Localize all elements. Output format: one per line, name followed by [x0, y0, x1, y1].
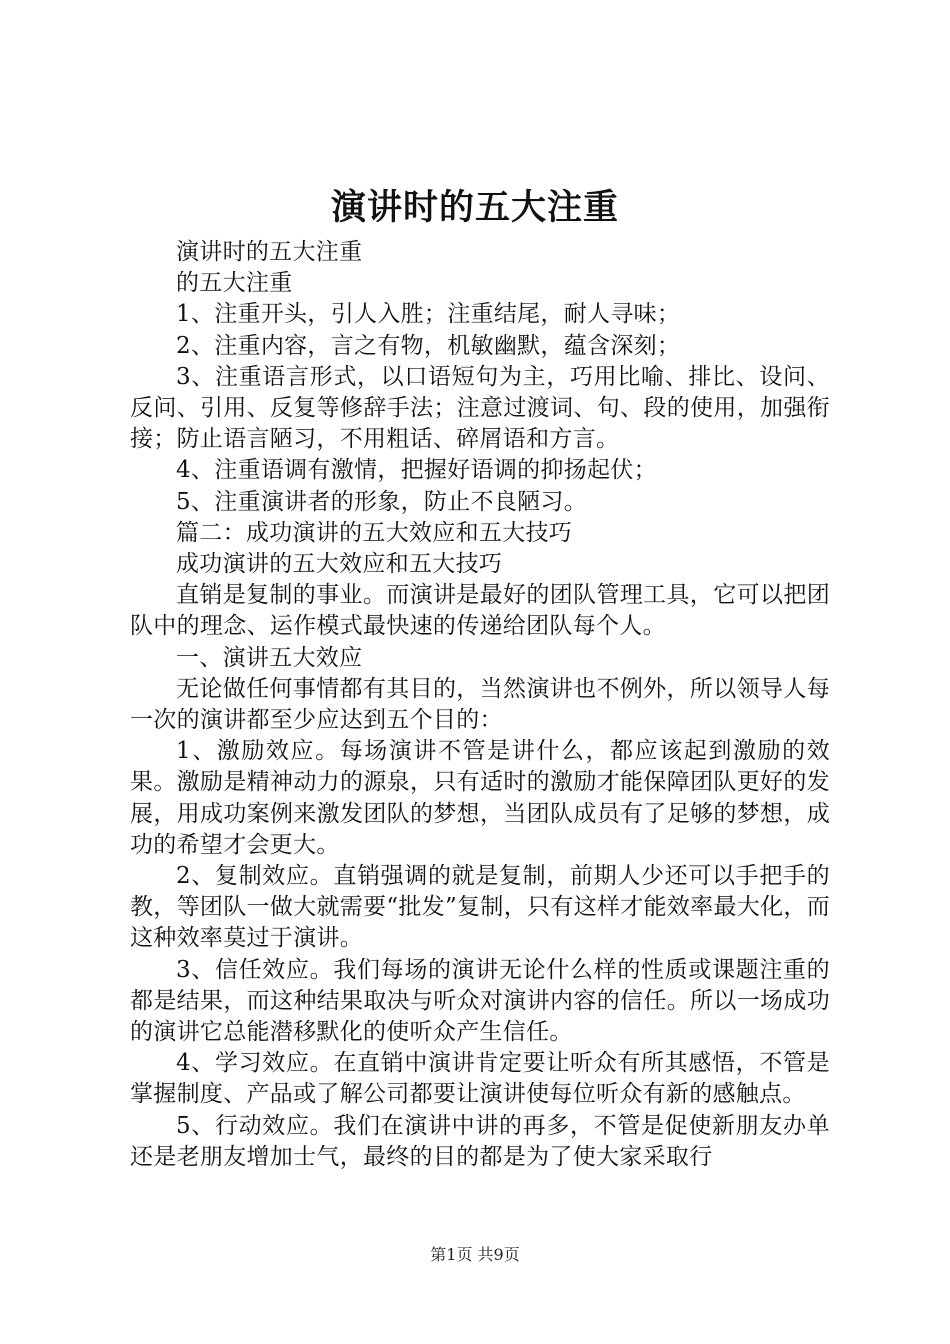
paragraph: 5、行动效应。我们在演讲中讲的再多，不管是促使新朋友办单还是老朋友增加士气，最终的目的都是为了使大家采取行 [130, 1112, 830, 1170]
paragraph: 的五大注重 [176, 270, 293, 297]
paragraph: 1、激励效应。每场演讲不管是讲什么，都应该起到激励的效果。激励是精神动力的源泉，只有适时的激励才能保障团队更好的发展，用成功案例来激发团队的梦想，当团队成员有了足够的梦想，成功的希望才会更大。 [130, 738, 830, 858]
paragraph: 2、复制效应。直销强调的就是复制，前期人少还可以手把手的教，等团队一做大就需要“批发”复制，只有这样才能效率最大化，而这种效率莫过于演讲。 [130, 863, 830, 952]
paragraph: 3、信任效应。我们每场的演讲无论什么样的性质或课题注重的都是结果，而这种结果取决与听众对演讲内容的信任。所以一场成功的演讲它总能潜移默化的使听众产生信任。 [130, 956, 830, 1046]
paragraph: 2、注重内容，言之有物，机敏幽默，蕴含深刻； [176, 332, 681, 359]
paragraph: 5、注重演讲者的形象，防止不良陋习。 [176, 488, 588, 515]
paragraph: 3、注重语言形式，以口语短句为主，巧用比喻、排比、设问、反问、引用、反复等修辞手法；注意过渡词、句、段的使用，加强衔接；防止语言陋习，不用粗话、碎屑语和方言。 [130, 363, 830, 453]
section-heading: 篇二：成功演讲的五大效应和五大技巧 [176, 519, 573, 546]
page-footer: 第1页 共9页 [430, 1245, 520, 1264]
paragraph: 1、注重开头，引人入胜；注重结尾，耐人寻味； [176, 301, 681, 328]
paragraph: 演讲时的五大注重 [176, 239, 363, 265]
paragraph: 4、学习效应。在直销中演讲肯定要让听众有所其感悟，不管是掌握制度、产品或了解公司都要让演讲使每位听众有新的感触点。 [130, 1050, 830, 1108]
document-body [130, 237, 830, 1173]
paragraph: 无论做任何事情都有其目的，当然演讲也不例外，所以领导人每一次的演讲都至少应达到五个目的： [130, 675, 830, 734]
paragraph: 成功演讲的五大效应和五大技巧 [176, 551, 503, 578]
paragraph: 4、注重语调有激情，把握好语调的抑扬起伏； [176, 457, 657, 484]
document-title: 演讲时的五大注重 [330, 187, 619, 228]
paragraph: 直销是复制的事业。而演讲是最好的团队管理工具，它可以把团队中的理念、运作模式最快速的传递给团队每个人。 [130, 582, 830, 640]
subsection-heading: 一、演讲五大效应 [176, 644, 363, 671]
